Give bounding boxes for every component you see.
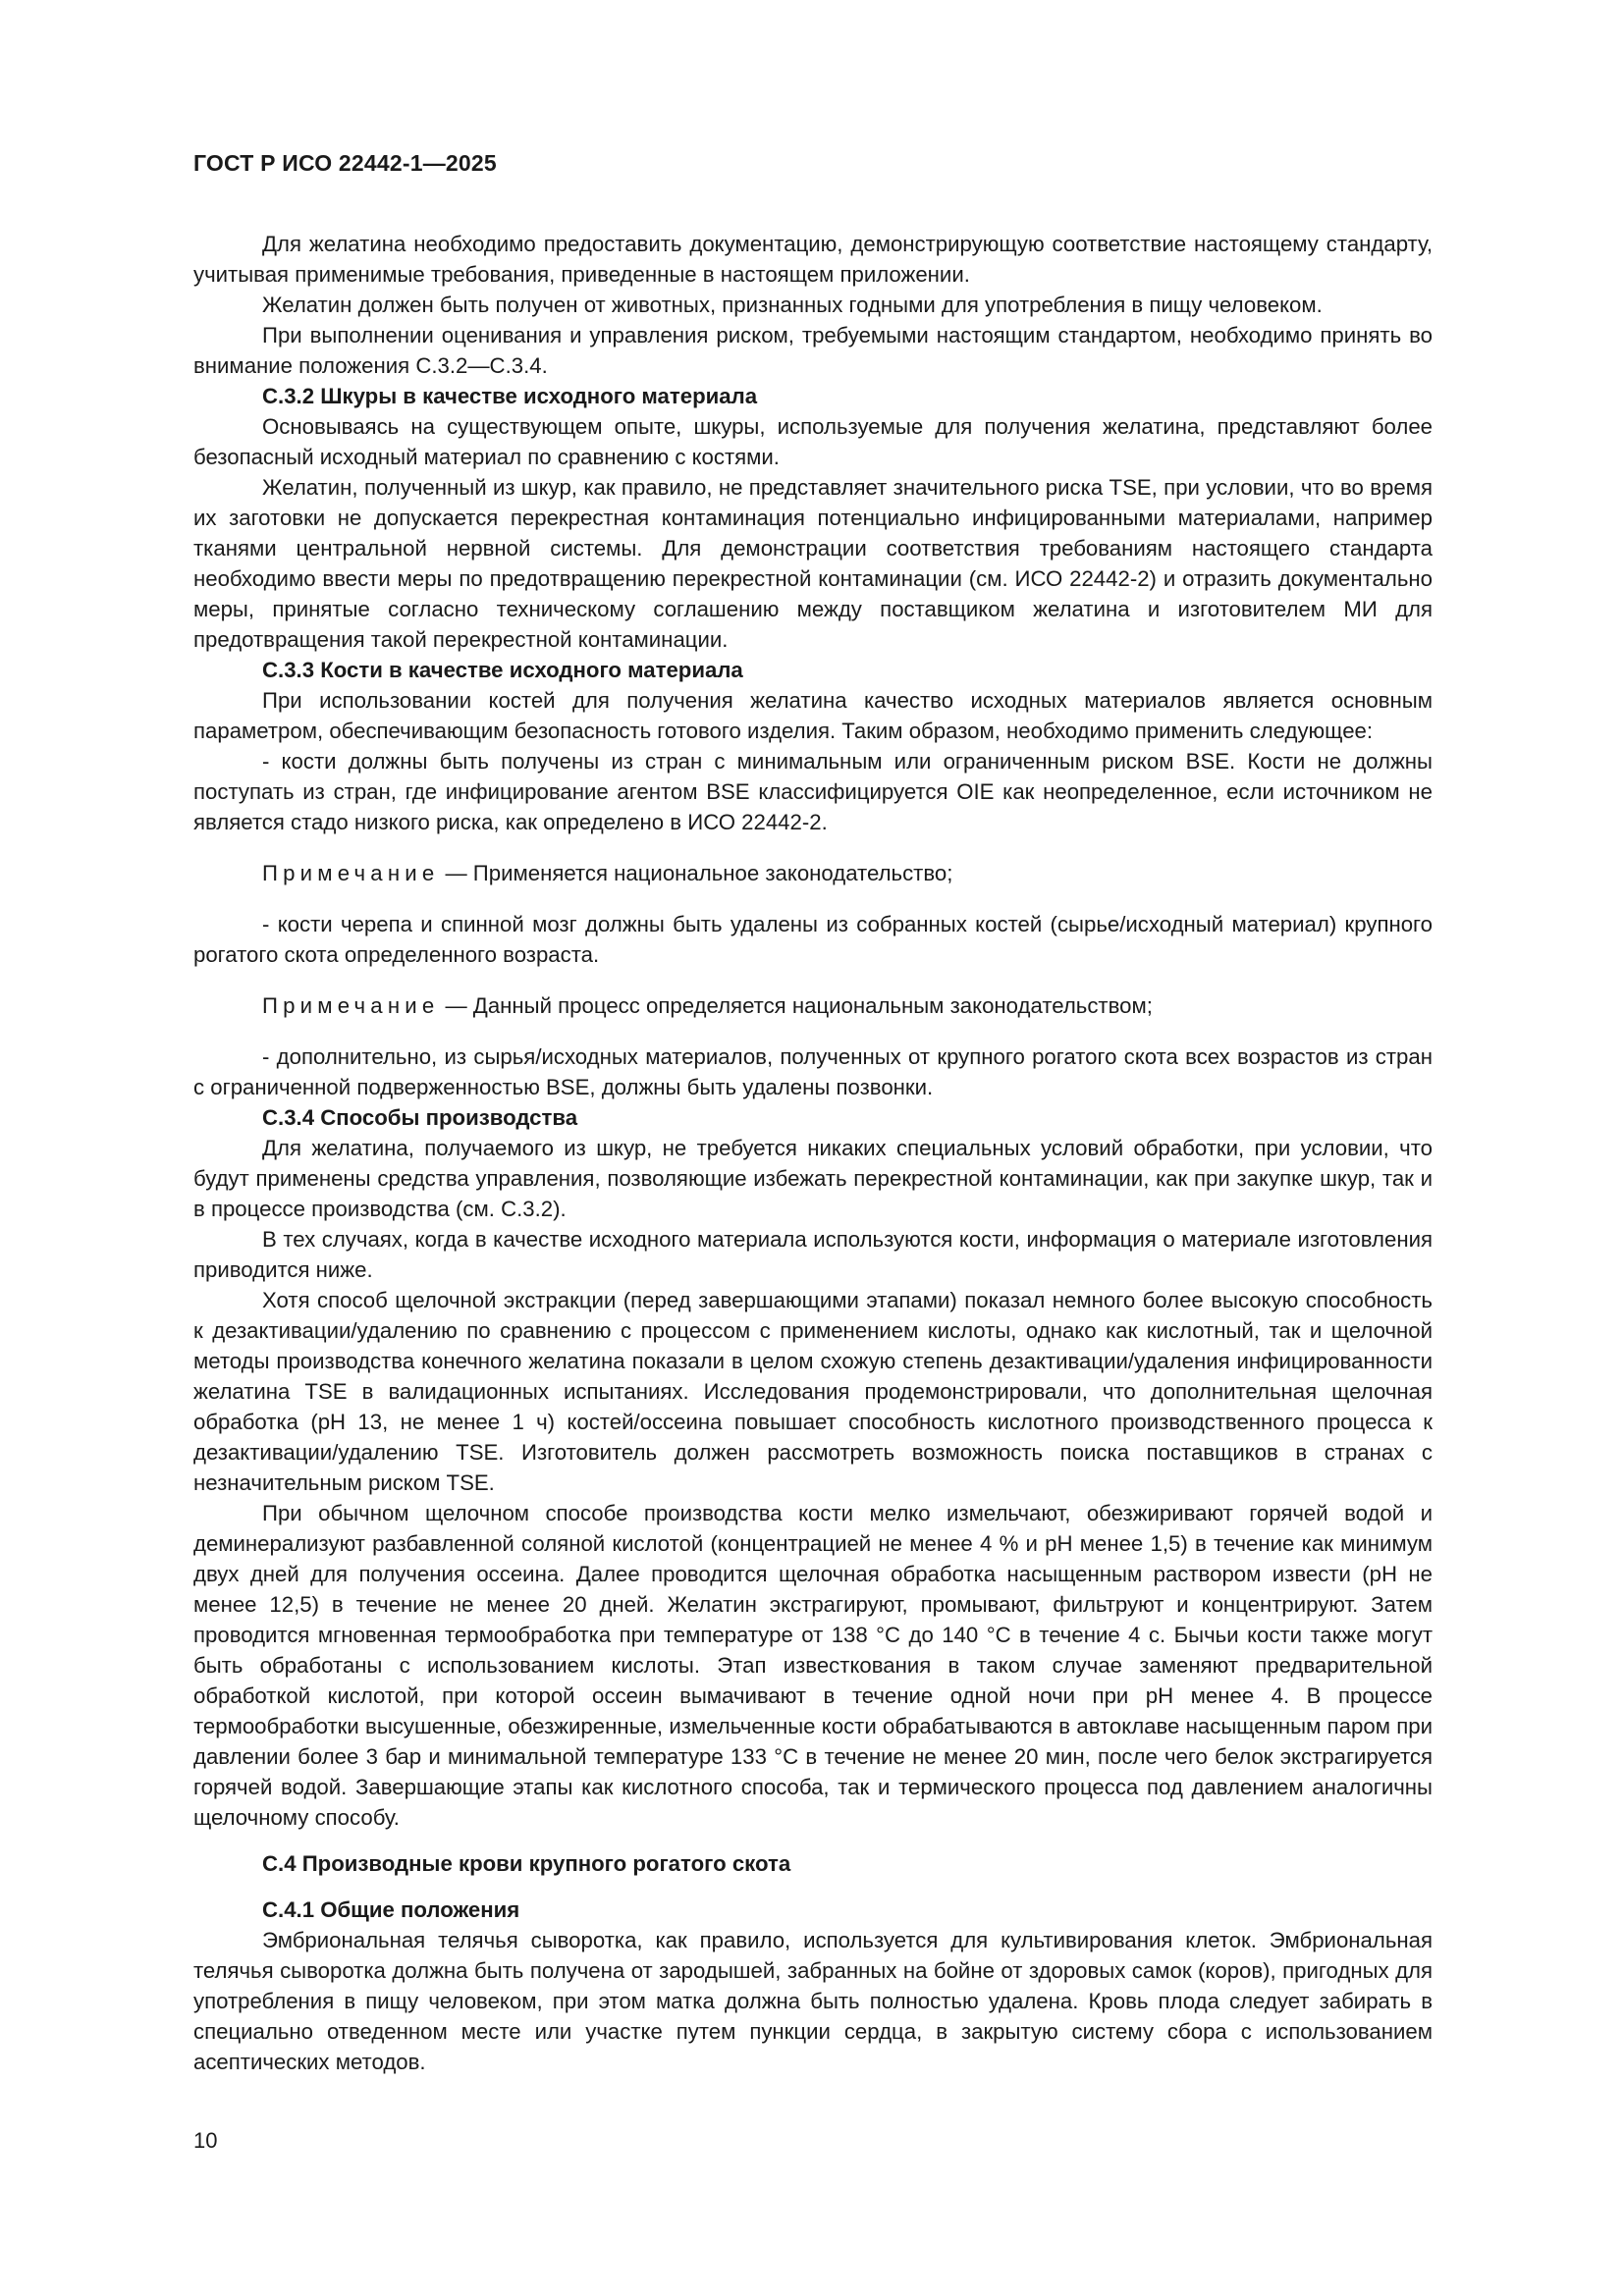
paragraph: Основываясь на существующем опыте, шкуры, используемые для получения желатина, представляют более безопасный исходный материал по сравнению с костями. [193, 414, 1433, 469]
paragraph: Желатин должен быть получен от животных, признанных годными для употребления в пищу человеком. [262, 293, 1323, 317]
paragraph: При выполнении оценивания и управления риском, требуемыми настоящим стандартом, необходимо принять во внимание положения С.3.2—С.3.4. [193, 323, 1433, 378]
list-item: - кости черепа и спинной мозг должны быть удалены из собранных костей (сырье/исходный материал) крупного рогатого скота определенного возраста. [193, 912, 1433, 967]
note-label: Примечание [262, 861, 440, 885]
section-heading-c34: С.3.4 Способы производства [262, 1105, 578, 1130]
note-text: — Применяется национальное законодательство; [445, 861, 953, 885]
section-heading-c41: С.4.1 Общие положения [262, 1897, 520, 1922]
section-heading-c33: С.3.3 Кости в качестве исходного материала [262, 658, 743, 682]
section-heading-c32: С.3.2 Шкуры в качестве исходного материала [262, 384, 758, 408]
paragraph: В тех случаях, когда в качестве исходного материала используются кости, информация о материале изготовления приводится ниже. [193, 1227, 1433, 1282]
section-heading-c4: С.4 Производные крови крупного рогатого скота [262, 1851, 791, 1876]
paragraph: При обычном щелочном способе производства кости мелко измельчают, обезжиривают горячей водой и деминерализуют разбавленной соляной кислотой (концентрацией не менее 4 % и рН менее 1,5) в течение как минимум двух дней для получения оссеина. Далее проводится щелочная обработка насыщенным раствором извести (рН не менее 12,5) в течение не менее 20 дней. Желатин экстрагируют, промывают, фильтруют и концентрируют. Затем проводится мгновенная термообработка при температуре от 138 °C до 140 °C в течение 4 с. Бычьи кости также могут быть обработаны с использованием кислоты. Этап известкования в таком случае заменяют предварительной обработкой кислотой, при которой оссеин вымачивают в течение одной ночи при рН менее 4. В процессе термообработки высушенные, обезжиренные, измельченные кости обрабатываются в автоклаве насыщенным паром при давлении более 3 бар и минимальной температуре 133 °C в течение не менее 20 мин, после чего белок экстрагируется горячей водой. Завершающие этапы как кислотного способа, так и термического процесса под давлением аналогичны щелочному способу. [193, 1501, 1433, 1830]
paragraph: Хотя способ щелочной экстракции (перед завершающими этапами) показал немного более высокую способность к дезактивации/удалению по сравнению с процессом с применением кислоты, однако как кислотный, так и щелочной методы производства конечного желатина показали в целом схожую степень дезактивации/удаления инфицированности желатина TSE в валидационных испытаниях. Исследования продемонстрировали, что дополнительная щелочная обработка (рН 13, не менее 1 ч) костей/оссеина повышает способность кислотного производственного процесса к дезактивации/удалению TSE. Изготовитель должен рассмотреть возможность поиска поставщиков в странах с незначительным риском TSE. [193, 1288, 1433, 1495]
paragraph: Для желатина необходимо предоставить документацию, демонстрирующую соответствие настоящему стандарту, учитывая применимые требования, приведенные в настоящем приложении. [193, 232, 1433, 287]
list-item: - кости должны быть получены из стран с минимальным или ограниченным риском BSE. Кости не должны поступать из стран, где инфицирование агентом BSE классифицируется OIE как неопределенное, если источником не является стадо низкого риска, как определено в ИСО 22442-2. [193, 749, 1433, 834]
paragraph: При использовании костей для получения желатина качество исходных материалов является основным параметром, обеспечивающим безопасность готового изделия. Таким образом, необходимо применить следующее: [193, 688, 1433, 743]
paragraph: Эмбриональная телячья сыворотка, как правило, используется для культивирования клеток. Эмбриональная телячья сыворотка должна быть получена от зародышей, забранных на бойне от здоровых самок (коров), пригодных для употребления в пищу человеком, при этом матка должна быть полностью удалена. Кровь плода следует забирать в специально отведенном месте или участке путем пункции сердца, в закрытую систему сбора с использованием асептических методов. [193, 1928, 1433, 2074]
note-label: Примечание [262, 993, 440, 1018]
paragraph: Желатин, полученный из шкур, как правило, не представляет значительного риска TSE, при условии, что во время их заготовки не допускается перекрестная контаминация потенциально инфицированными материалами, например тканями центральной нервной системы. Для демонстрации соответствия требованиям настоящего стандарта необходимо ввести меры по предотвращению перекрестной контаминации (см. ИСО 22442-2) и отразить документально меры, принятые согласно техническому соглашению между поставщиком желатина и изготовителем МИ для предотвращения такой перекрестной контаминации. [193, 475, 1433, 652]
note [193, 858, 1433, 888]
page-number: 10 [193, 2128, 218, 2153]
document-header: ГОСТ Р ИСО 22442-1—2025 [193, 150, 497, 176]
list-item: - дополнительно, из сырья/исходных материалов, полученных от крупного рогатого скота всех возрастов из стран с ограниченной подверженностью BSE, должны быть удалены позвонки. [193, 1044, 1433, 1099]
note-text: — Данный процесс определяется национальным законодательством; [445, 993, 1153, 1018]
note [193, 990, 1433, 1021]
document-body [193, 229, 1433, 2077]
paragraph: Для желатина, получаемого из шкур, не требуется никаких специальных условий обработки, при условии, что будут применены средства управления, позволяющие избежать перекрестной контаминации, как при закупке шкур, так и в процессе производства (см. С.3.2). [193, 1136, 1433, 1221]
